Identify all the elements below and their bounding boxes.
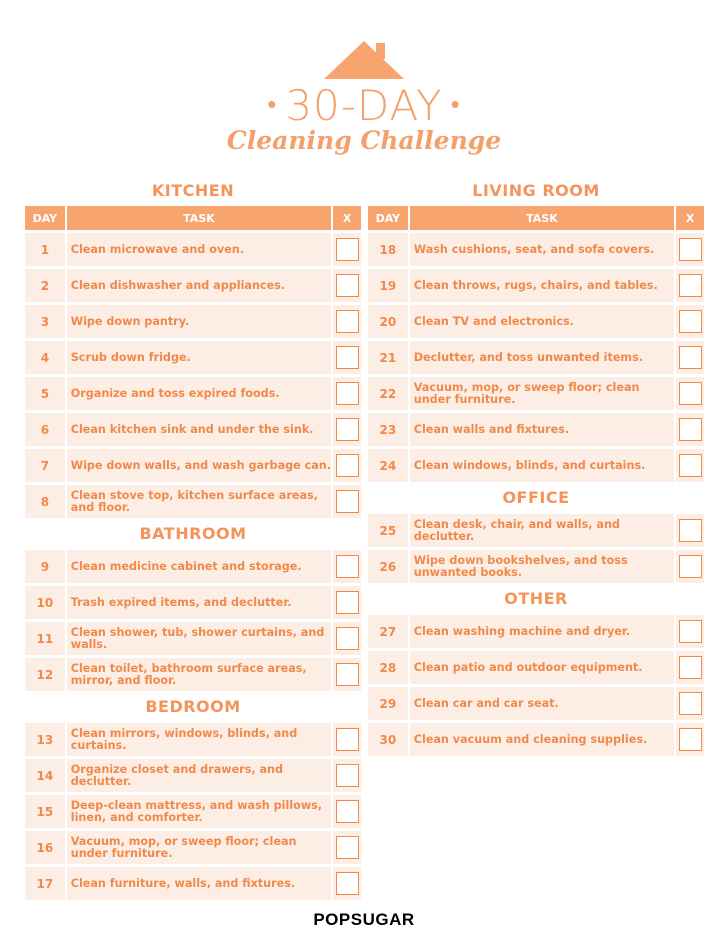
day-number: 1 [25,233,65,266]
task-checkbox[interactable] [679,555,702,578]
task-row [25,550,361,583]
checkbox-cell [676,615,704,648]
checkbox-cell [333,305,361,338]
table-header-row [368,206,704,230]
task-checkbox[interactable] [679,310,702,333]
task-text: Clean mirrors, windows, blinds, and curtains. [67,723,331,756]
day-number: 7 [25,449,65,482]
checkbox-cell [676,377,704,410]
task-row [368,723,704,756]
column-header-x: X [333,206,361,230]
day-number: 3 [25,305,65,338]
checkbox-cell [333,269,361,302]
popsugar-logo: POPSUGAR [313,910,415,929]
day-number: 12 [25,658,65,691]
section-title: LIVING ROOM [472,181,600,200]
task-text: Clean desk, chair, and walls, and declutter. [410,514,674,547]
task-row [368,269,704,302]
task-row [25,269,361,302]
task-checkbox[interactable] [336,764,359,787]
day-number: 10 [25,586,65,619]
task-row [25,413,361,446]
task-row [25,485,361,518]
task-text: Vacuum, mop, or sweep floor; clean under furniture. [410,377,674,410]
task-text: Clean windows, blinds, and curtains. [410,449,674,482]
task-checkbox[interactable] [679,418,702,441]
checkbox-cell [676,413,704,446]
task-checkbox[interactable] [336,728,359,751]
task-text: Organize and toss expired foods. [67,377,331,410]
day-number: 30 [368,723,408,756]
task-checkbox[interactable] [336,591,359,614]
task-text: Clean microwave and oven. [67,233,331,266]
day-number: 24 [368,449,408,482]
task-row [368,341,704,374]
day-number: 15 [25,795,65,828]
day-number: 18 [368,233,408,266]
checkbox-cell [676,651,704,684]
day-number: 9 [25,550,65,583]
task-row [368,550,704,583]
task-text: Clean patio and outdoor equipment. [410,651,674,684]
day-number: 27 [368,615,408,648]
day-number: 14 [25,759,65,792]
checkbox-cell [676,723,704,756]
task-row [25,759,361,792]
task-text: Deep-clean mattress, and wash pillows, linen, and comforter. [67,795,331,828]
day-number: 13 [25,723,65,756]
checkbox-cell [333,759,361,792]
day-number: 8 [25,485,65,518]
checkbox-cell [676,687,704,720]
task-row [368,687,704,720]
right-column [368,178,704,759]
task-checkbox[interactable] [336,663,359,686]
day-number: 16 [25,831,65,864]
task-text: Clean toilet, bathroom surface areas, mirror, and floor. [67,658,331,691]
title-text: 30-DAY [285,81,443,130]
task-row [25,867,361,900]
day-number: 17 [25,867,65,900]
task-checkbox[interactable] [679,620,702,643]
task-text: Clean furniture, walls, and fixtures. [67,867,331,900]
task-text: Clean vacuum and cleaning supplies. [410,723,674,756]
table-header-row [25,206,361,230]
column-header-task: TASK [67,206,331,230]
task-row [368,449,704,482]
day-number: 6 [25,413,65,446]
task-text: Organize closet and drawers, and declutter. [67,759,331,792]
day-number: 11 [25,622,65,655]
section-title: OTHER [504,589,568,608]
column-header-day: DAY [368,206,408,230]
task-checkbox[interactable] [679,692,702,715]
task-row [368,615,704,648]
task-text: Clean dishwasher and appliances. [67,269,331,302]
task-text: Wipe down walls, and wash garbage can. [67,449,331,482]
task-checkbox[interactable] [679,519,702,542]
day-number: 4 [25,341,65,374]
day-number: 28 [368,651,408,684]
task-checkbox[interactable] [336,418,359,441]
task-checkbox[interactable] [679,346,702,369]
task-row [25,723,361,756]
task-row [25,377,361,410]
left-column [25,178,361,903]
task-text: Scrub down fridge. [67,341,331,374]
day-number: 26 [368,550,408,583]
task-row [25,795,361,828]
task-text: Wipe down bookshelves, and toss unwanted books. [410,550,674,583]
section-title: BATHROOM [139,524,247,543]
task-text: Vacuum, mop, or sweep floor; clean under furniture. [67,831,331,864]
column-header-day: DAY [25,206,65,230]
task-checkbox[interactable] [336,490,359,513]
task-checkbox[interactable] [336,274,359,297]
task-row [25,831,361,864]
task-checkbox[interactable] [336,238,359,261]
day-number: 25 [368,514,408,547]
task-row [25,305,361,338]
task-text: Clean car and car seat. [410,687,674,720]
task-checkbox[interactable] [679,728,702,751]
checkbox-cell [333,233,361,266]
checkbox-cell [333,377,361,410]
task-text: Clean kitchen sink and under the sink. [67,413,331,446]
day-number: 2 [25,269,65,302]
house-icon [324,37,404,79]
task-checkbox[interactable] [336,555,359,578]
checkbox-cell [676,305,704,338]
task-checkbox[interactable] [336,346,359,369]
checkbox-cell [676,269,704,302]
checkbox-cell [676,514,704,547]
checkbox-cell [333,485,361,518]
day-number: 19 [368,269,408,302]
task-checkbox[interactable] [336,836,359,859]
page-subtitle: Cleaning Challenge [226,126,502,155]
day-number: 29 [368,687,408,720]
task-text: Trash expired items, and declutter. [67,586,331,619]
checkbox-cell [676,550,704,583]
task-row [368,651,704,684]
checkbox-cell [333,795,361,828]
task-checkbox[interactable] [336,800,359,823]
task-checkbox[interactable] [336,627,359,650]
task-row [368,514,704,547]
column-header-x: X [676,206,704,230]
section-title: BEDROOM [145,697,241,716]
checkbox-cell [333,867,361,900]
task-text: Clean throws, rugs, chairs, and tables. [410,269,674,302]
checkbox-cell [333,723,361,756]
task-text: Clean stove top, kitchen surface areas, and floor. [67,485,331,518]
title-dot-right: • [450,89,461,120]
task-row [25,622,361,655]
section-title: OFFICE [502,488,570,507]
checkbox-cell [676,449,704,482]
task-checkbox[interactable] [679,454,702,477]
task-text: Clean walls and fixtures. [410,413,674,446]
day-number: 20 [368,305,408,338]
task-text: Clean TV and electronics. [410,305,674,338]
checkbox-cell [333,550,361,583]
task-row [25,341,361,374]
checkbox-cell [333,413,361,446]
checkbox-cell [333,831,361,864]
checkbox-cell [676,341,704,374]
task-checkbox[interactable] [336,454,359,477]
task-text: Wash cushions, seat, and sofa covers. [410,233,674,266]
checkbox-cell [333,341,361,374]
section-title: KITCHEN [151,181,235,200]
task-text: Clean washing machine and dryer. [410,615,674,648]
day-number: 22 [368,377,408,410]
task-text: Declutter, and toss unwanted items. [410,341,674,374]
task-row [25,658,361,691]
day-number: 21 [368,341,408,374]
task-row [368,413,704,446]
checkbox-cell [676,233,704,266]
task-text: Wipe down pantry. [67,305,331,338]
day-number: 5 [25,377,65,410]
task-checkbox[interactable] [336,382,359,405]
task-checkbox[interactable] [679,382,702,405]
checkbox-cell [333,449,361,482]
day-number: 23 [368,413,408,446]
title-dot-left: • [267,89,278,120]
task-row [368,305,704,338]
task-checkbox[interactable] [679,656,702,679]
checkbox-cell [333,658,361,691]
task-checkbox[interactable] [336,310,359,333]
task-row [25,449,361,482]
checkbox-cell [333,622,361,655]
column-header-task: TASK [410,206,674,230]
task-row [368,233,704,266]
checkbox-cell [333,586,361,619]
task-row [368,377,704,410]
task-row [25,233,361,266]
task-text: Clean shower, tub, shower curtains, and walls. [67,622,331,655]
task-text: Clean medicine cabinet and storage. [67,550,331,583]
task-row [25,586,361,619]
task-checkbox[interactable] [679,238,702,261]
task-checkbox[interactable] [336,872,359,895]
task-checkbox[interactable] [679,274,702,297]
